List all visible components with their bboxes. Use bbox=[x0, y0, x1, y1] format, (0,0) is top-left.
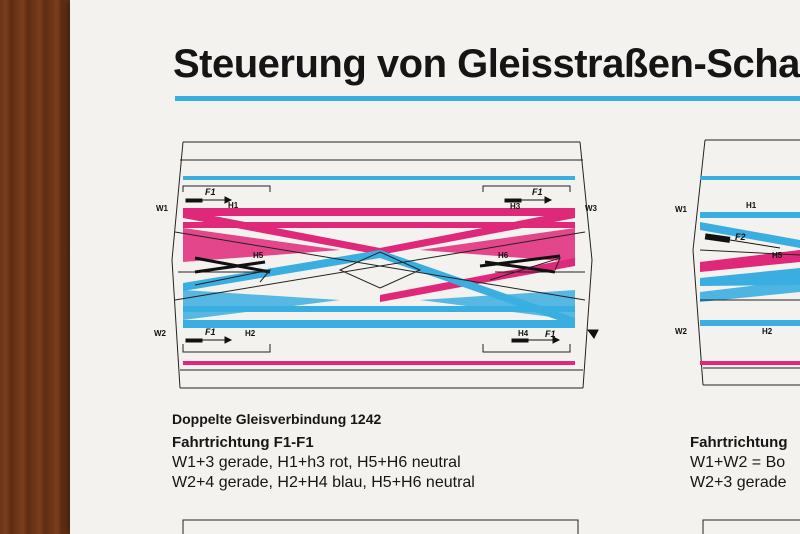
caption-1-line-2: W2+4 gerade, H2+H4 blau, H5+H6 neutral bbox=[172, 474, 475, 491]
label-w3: W3 bbox=[585, 204, 597, 213]
label-h4: H4 bbox=[518, 329, 529, 338]
d2-label-w1: W1 bbox=[675, 205, 687, 214]
d2-label-h2: H2 bbox=[762, 327, 773, 336]
caption-2-direction: Fahrtrichtung bbox=[690, 434, 788, 451]
d2-label-w2: W2 bbox=[675, 327, 687, 336]
label-h1: H1 bbox=[228, 201, 239, 210]
d2-label-h5: H5 bbox=[772, 251, 783, 260]
label-f1-top-right: F1 bbox=[532, 187, 543, 197]
caption-1-heading: Doppelte Gleisverbindung 1242 bbox=[172, 411, 382, 427]
d2-label-h1: H1 bbox=[746, 201, 757, 210]
next-diagram-frames bbox=[183, 520, 800, 534]
caption-1-direction: Fahrtrichtung F1-F1 bbox=[172, 434, 314, 451]
caption-2-line-2: W2+3 gerade bbox=[690, 474, 787, 491]
d2-label-f2: F2 bbox=[735, 232, 746, 242]
label-f1-bottom-right: F1 bbox=[545, 329, 556, 339]
page-title: Steuerung von Gleisstraßen-Scha bbox=[173, 42, 800, 86]
label-h2: H2 bbox=[245, 329, 256, 338]
caption-2-line-1: W1+W2 = Bo bbox=[690, 454, 786, 471]
label-h3: H3 bbox=[510, 202, 521, 211]
label-w2: W2 bbox=[154, 329, 166, 338]
label-w1: W1 bbox=[156, 204, 168, 213]
label-f1-top-left: F1 bbox=[205, 187, 216, 197]
label-h6: H6 bbox=[498, 251, 509, 260]
label-h5: H5 bbox=[253, 251, 264, 260]
label-f1-bottom-left: F1 bbox=[205, 327, 216, 337]
caption-1-line-1: W1+3 gerade, H1+h3 rot, H5+H6 neutral bbox=[172, 454, 461, 471]
